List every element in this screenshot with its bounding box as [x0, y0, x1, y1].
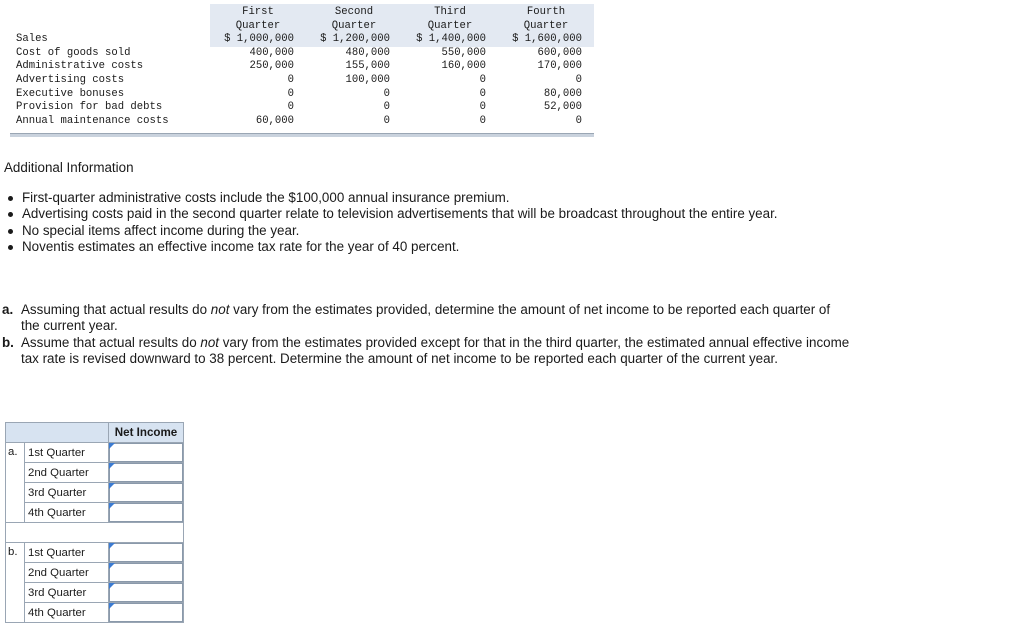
net-income-input-b-q3[interactable] [109, 583, 184, 603]
net-income-input-b-q4[interactable] [109, 603, 184, 623]
row-value: 600,000 [537, 46, 582, 59]
info-title: Additional Information [4, 160, 134, 175]
questions [2, 302, 852, 368]
row-value: 0 [287, 73, 294, 86]
input-marker-icon [109, 543, 115, 549]
row-value: 0 [287, 87, 294, 100]
answer-row [6, 463, 184, 483]
net-income-input-a-q3[interactable] [109, 483, 184, 503]
table-row [10, 60, 594, 74]
question-label: a. [2, 302, 14, 317]
question-text: Assuming that actual results do [21, 302, 211, 317]
row-value: 60,000 [255, 114, 294, 127]
question-text: vary from the estimates provided, determine the amount of net income to be reported each quarter of the current year. [21, 302, 831, 334]
answer-header-net-income: Net Income [109, 423, 184, 443]
row-value: 52,000 [543, 101, 582, 114]
row-value: 0 [479, 73, 486, 86]
input-marker-icon [109, 503, 115, 509]
question-text: Assume that actual results do [21, 334, 201, 350]
answer-row [6, 543, 184, 563]
question-b [2, 335, 852, 368]
net-income-input-a-q4[interactable] [109, 503, 184, 523]
answer-row [6, 443, 184, 463]
net-income-input-a-q1[interactable] [109, 443, 184, 463]
row-value: 400,000 [249, 46, 294, 59]
input-marker-icon [109, 583, 115, 589]
answer-row [6, 483, 184, 503]
col-header-q3: Third Quarter [402, 4, 498, 33]
question-emphasis: not [210, 302, 230, 317]
answer-row [6, 503, 184, 523]
question-label: b. [2, 334, 14, 350]
part-label-a: a. [6, 443, 25, 523]
table-row [10, 88, 594, 102]
row-value: 0 [287, 101, 294, 114]
row-value: 100,000 [345, 73, 390, 86]
row-label: 2nd Quarter [25, 463, 109, 483]
col-header-q1: First Quarter [210, 4, 306, 33]
answer-row [6, 603, 184, 623]
col-header-q2: Second Quarter [306, 4, 402, 33]
row-value: $ 1,200,000 [306, 33, 402, 47]
estimates-header-row [10, 4, 594, 33]
info-bullet: No special items affect income during the year. [4, 223, 778, 239]
row-label: 2nd Quarter [25, 563, 109, 583]
row-value: 0 [383, 87, 390, 100]
table-row [10, 33, 594, 47]
input-marker-icon [109, 463, 115, 469]
table-row [10, 74, 594, 88]
answer-row [6, 583, 184, 603]
row-label: Cost of goods sold [16, 46, 131, 59]
row-value: 550,000 [441, 46, 486, 59]
row-label: 3rd Quarter [25, 483, 109, 503]
info-bullet: Advertising costs paid in the second quarter relate to television advertisements that will be broadcast throughout the entire year. [4, 206, 778, 222]
row-label: 4th Quarter [25, 603, 109, 623]
row-value: 480,000 [345, 46, 390, 59]
row-label: 1st Quarter [25, 543, 109, 563]
estimates-table [10, 4, 594, 128]
row-label: Sales [16, 33, 48, 46]
table-bottom-rule [10, 133, 594, 137]
row-value: 0 [479, 87, 486, 100]
row-value: $ 1,600,000 [498, 33, 594, 47]
table-row [10, 115, 594, 129]
table-row [10, 47, 594, 61]
row-value: 0 [383, 101, 390, 114]
answer-row [6, 563, 184, 583]
net-income-input-b-q1[interactable] [109, 543, 184, 563]
row-value: 170,000 [537, 60, 582, 73]
row-value: 0 [383, 114, 390, 127]
net-income-input-a-q2[interactable] [109, 463, 184, 483]
row-value: 160,000 [441, 60, 486, 73]
question-a [2, 302, 852, 335]
spacer-cell [6, 523, 25, 543]
answer-grid [5, 422, 184, 623]
net-income-input-b-q2[interactable] [109, 563, 184, 583]
answer-spacer-row [6, 523, 184, 543]
input-marker-icon [109, 603, 115, 609]
estimates-header-blank [10, 4, 210, 33]
spacer-cell [109, 523, 184, 543]
input-marker-icon [109, 563, 115, 569]
table-row [10, 101, 594, 115]
row-label: Executive bonuses [16, 87, 125, 100]
info-bullet: First-quarter administrative costs include the $100,000 annual insurance premium. [4, 190, 778, 206]
row-label: Annual maintenance costs [16, 114, 169, 127]
row-label: 3rd Quarter [25, 583, 109, 603]
row-label: Provision for bad debts [16, 101, 163, 114]
input-marker-icon [109, 443, 115, 449]
answer-header-corner [6, 423, 109, 443]
spacer-cell [25, 523, 109, 543]
part-label-b: b. [6, 543, 25, 623]
row-value: 80,000 [543, 87, 582, 100]
question-text: vary from the estimates provided except for that in the third quarter, the estimated annual effective income tax rate is revised downward to 38 percent. Determine the amount of net income to be reported each quarter of the current year. [21, 334, 850, 367]
row-value: 0 [575, 73, 582, 86]
row-label: 1st Quarter [25, 443, 109, 463]
info-list [4, 190, 778, 256]
info-bullet: Noventis estimates an effective income tax rate for the year of 40 percent. [4, 239, 778, 255]
input-marker-icon [109, 483, 115, 489]
question-emphasis: not [200, 334, 219, 350]
row-label: 4th Quarter [25, 503, 109, 523]
row-value: 0 [479, 101, 486, 114]
row-label: Administrative costs [16, 60, 144, 73]
answer-header-row [6, 423, 184, 443]
row-label: Advertising costs [16, 73, 125, 86]
row-value: $ 1,000,000 [210, 33, 306, 47]
col-header-q4: Fourth Quarter [498, 4, 594, 33]
row-value: 0 [479, 114, 486, 127]
row-value: 250,000 [249, 60, 294, 73]
row-value: 0 [575, 114, 582, 127]
row-value: 155,000 [345, 60, 390, 73]
row-value: $ 1,400,000 [402, 33, 498, 47]
estimates-table-container [10, 4, 594, 137]
